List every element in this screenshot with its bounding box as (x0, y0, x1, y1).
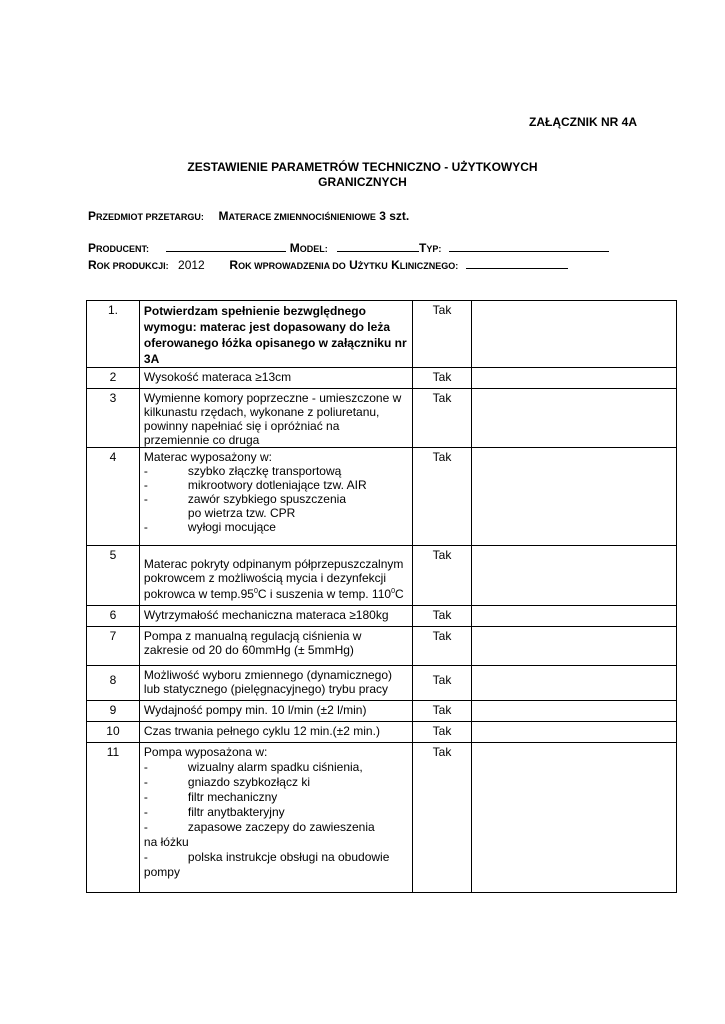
row-answer: Tak (412, 546, 472, 606)
row-description: Potwierdzam spełnienie bezwględnego wymogu: materac jest dopasowany do leża oferowanego łóżka opisanego w załączniku nr 3A (139, 301, 412, 368)
row-answer: Tak (412, 301, 472, 368)
row-number: 1. (87, 301, 140, 368)
clinical-year-field[interactable] (466, 259, 568, 269)
row-description: Materac pokryty odpinanym półprzepuszczalnym pokrowcem z możliwością mycia i dezynfekcji pokrowca w $temp.95^0C$ i suszenia w temp. $110^0C$ (139, 546, 412, 606)
row-answer: Tak (412, 666, 472, 701)
table-row (87, 448, 677, 546)
row-number: 2 (87, 368, 140, 389)
title-line-2: GRANICZNYCH (318, 175, 407, 189)
row-notes[interactable] (472, 743, 677, 893)
table-row (87, 701, 677, 722)
title-line-1: ZESTAWIENIE PARAMETRÓW TECHNICZNO - UŻYTKOWYCH (187, 160, 538, 174)
row-description: Możliwość wyboru zmiennego (dynamicznego) lub statycznego (pielęgnacyjnego) trybu pracy (139, 666, 412, 701)
page-title (0, 160, 725, 190)
producer-line: PRODUCENT: MODEL: TYP: (88, 241, 609, 255)
row-answer: Tak (412, 389, 472, 448)
row-number: 7 (87, 627, 140, 666)
table-row (87, 546, 677, 606)
producer-field[interactable] (166, 242, 286, 252)
row-number: 3 (87, 389, 140, 448)
table-row (87, 627, 677, 666)
row-notes[interactable] (472, 448, 677, 546)
row-number: 9 (87, 701, 140, 722)
row-notes[interactable] (472, 368, 677, 389)
row-description: Wymienne komory poprzeczne - umieszczone w kilkunastu rzędach, wykonane z poliuretanu, powinny napełniać się i opróżniać na przemiennie co druga (139, 389, 412, 448)
row-description: Czas trwania pełnego cyklu 12 min.(±2 min.) (139, 722, 412, 743)
row-answer: Tak (412, 743, 472, 893)
model-field[interactable] (337, 242, 419, 252)
row-notes[interactable] (472, 701, 677, 722)
table-row (87, 743, 677, 893)
row-number: 4 (87, 448, 140, 546)
table-row (87, 606, 677, 627)
row-answer: Tak (412, 368, 472, 389)
row-description: Pompa wyposażona w: - wizualny alarm spadku ciśnienia, - gniazdo szybkozłącz ki - filtr mechaniczny - filtr anytbakteryjny - zapasowe zaczepy do zawieszenia na łóżku - polska instrukcje obsługi na obudowie pompy (139, 743, 412, 893)
table-row (87, 722, 677, 743)
production-year: 2012 (178, 258, 205, 272)
annex-label: ZAŁĄCZNIK NR 4A (529, 115, 637, 129)
row-answer: Tak (412, 606, 472, 627)
row-answer: Tak (412, 722, 472, 743)
row-answer: Tak (412, 701, 472, 722)
row-answer: Tak (412, 627, 472, 666)
row-notes[interactable] (472, 666, 677, 701)
row-description: Wydajność pompy min. 10 l/min (±2 l/min) (139, 701, 412, 722)
table-row (87, 368, 677, 389)
row-description: Wytrzymałość mechaniczna materaca ≥180kg (139, 606, 412, 627)
type-field[interactable] (449, 242, 609, 252)
table-row (87, 301, 677, 368)
row-notes[interactable] (472, 301, 677, 368)
year-line: ROK PRODUKCJI: 2012 ROK WPROWADZENIA DO UŻYTKU KLINICZNEGO: (88, 258, 568, 272)
table-row (87, 666, 677, 701)
row-notes[interactable] (472, 606, 677, 627)
row-number: 5 (87, 546, 140, 606)
parameters-table (86, 300, 677, 893)
row-notes[interactable] (472, 389, 677, 448)
row-number: 10 (87, 722, 140, 743)
row-notes[interactable] (472, 546, 677, 606)
row-notes[interactable] (472, 627, 677, 666)
table-row (87, 389, 677, 448)
row-answer: Tak (412, 448, 472, 546)
row-description: Pompa z manualną regulacją ciśnienia w zakresie od 20 do 60mmHg (± 5mmHg) (139, 627, 412, 666)
row-number: 8 (87, 666, 140, 701)
row-description: Materac wyposażony w: - szybko złączkę transportową - mikrootwory dotleniające tzw. AIR - zawór szybkiego spuszczenia po wietrza tzw. CPR - wyłogi mocujące (139, 448, 412, 546)
row-number: 11 (87, 743, 140, 893)
row-number: 6 (87, 606, 140, 627)
row-description: Wysokość materaca ≥13cm (139, 368, 412, 389)
subject-line: PRZEDMIOT PRZETARGU: MATERACE ZMIENNOCIŚNIENIOWE 3 szt. (88, 209, 410, 223)
row-notes[interactable] (472, 722, 677, 743)
quantity: 3 szt. (379, 209, 410, 223)
